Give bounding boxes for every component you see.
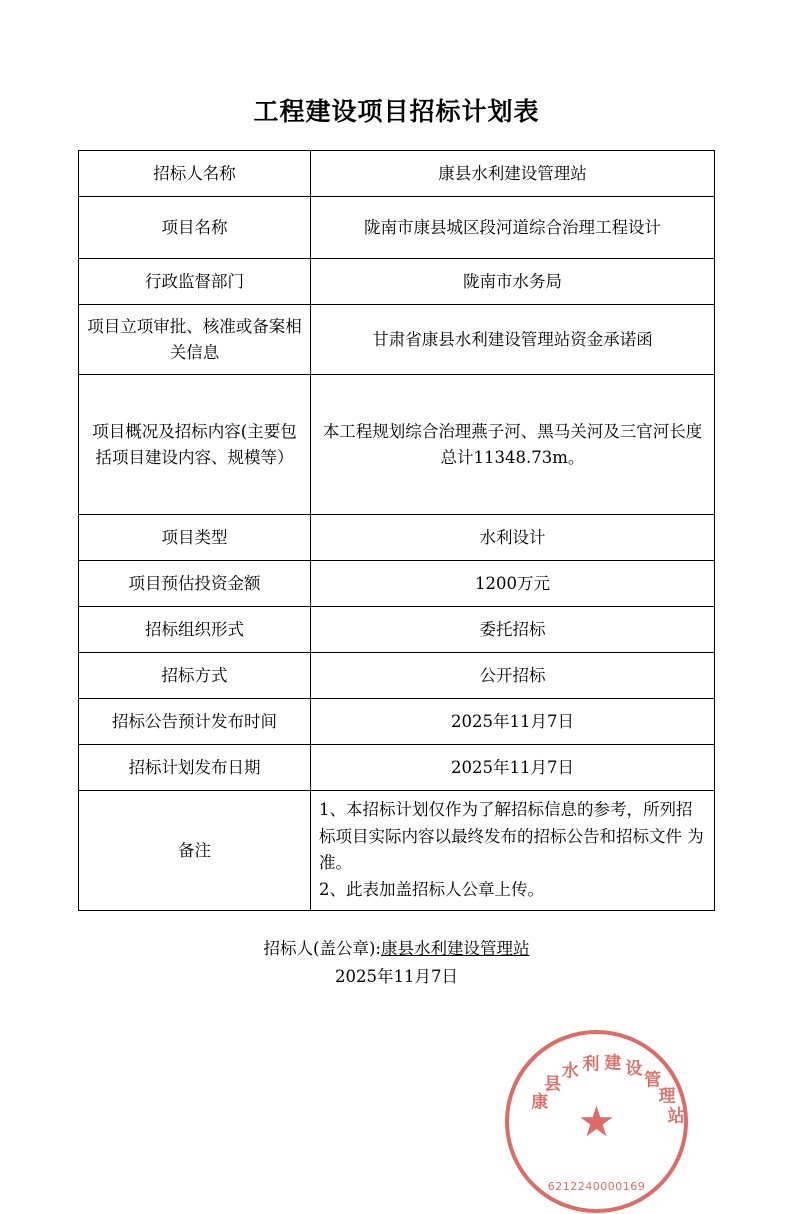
table-row [79, 515, 715, 561]
row-value: 陇南市康县城区段河道综合治理工程设计 [311, 197, 715, 259]
row-label: 招标计划发布日期 [79, 745, 311, 791]
table-row [79, 259, 715, 305]
table-row [79, 197, 715, 259]
table-row [79, 305, 715, 375]
signer-name: 康县水利建设管理站 [380, 938, 530, 958]
row-label: 招标公告预计发布时间 [79, 699, 311, 745]
row-label: 项目名称 [79, 197, 311, 259]
table-row [79, 607, 715, 653]
signer-line [0, 935, 793, 963]
seal-star-icon: ★ [577, 1096, 616, 1146]
row-value: 甘肃省康县水利建设管理站资金承诺函 [311, 305, 715, 375]
table-row [79, 653, 715, 699]
row-value: 2025年11月7日 [311, 699, 715, 745]
table-row [79, 745, 715, 791]
row-value: 1200万元 [311, 561, 715, 607]
row-value: 陇南市水务局 [311, 259, 715, 305]
remark-line-2: 2、此表加盖招标人公章上传。 [319, 880, 544, 900]
table-row [79, 561, 715, 607]
row-value: 本工程规划综合治理燕子河、黑马关河及三官河长度总计11348.73m。 [311, 375, 715, 515]
row-value: 委托招标 [311, 607, 715, 653]
row-value: 2025年11月7日 [311, 745, 715, 791]
row-value: 公开招标 [311, 653, 715, 699]
signature-date: 2025年11月7日 [335, 966, 458, 986]
remark-label: 备注 [79, 791, 311, 911]
row-label: 项目立项审批、核准或备案相关信息 [79, 305, 311, 375]
document-page [0, 92, 793, 1214]
remark-value [311, 791, 715, 911]
row-value: 康县水利建设管理站 [311, 151, 715, 197]
row-label: 项目预估投资金额 [79, 561, 311, 607]
row-label: 行政监督部门 [79, 259, 311, 305]
remark-line-1: 1、本招标计划仅作为了解招标信息的参考，所列招 标项目实际内容以最终发布的招标公告和招标文件 为准。 [319, 800, 704, 873]
table-row-remark [79, 791, 715, 911]
page-title: 工程建设项目招标计划表 [253, 97, 540, 126]
signer-prefix: 招标人(盖公章): [263, 938, 381, 958]
table-row [79, 375, 715, 515]
seal-top-text: 康 县 水 利 建 设 管 理 站 [531, 1052, 685, 1127]
row-label: 项目概况及招标内容(主要包括项目建设内容、规模等） [79, 375, 311, 515]
table-row [79, 151, 715, 197]
table-body [79, 151, 715, 911]
row-label: 项目类型 [79, 515, 311, 561]
table-row [79, 699, 715, 745]
row-label: 招标人名称 [79, 151, 311, 197]
bidding-plan-table [78, 150, 715, 911]
signature-block [0, 935, 793, 991]
row-value: 水利设计 [311, 515, 715, 561]
row-label: 招标方式 [79, 653, 311, 699]
seal-code: 6212240000169 [547, 1180, 646, 1193]
row-label: 招标组织形式 [79, 607, 311, 653]
